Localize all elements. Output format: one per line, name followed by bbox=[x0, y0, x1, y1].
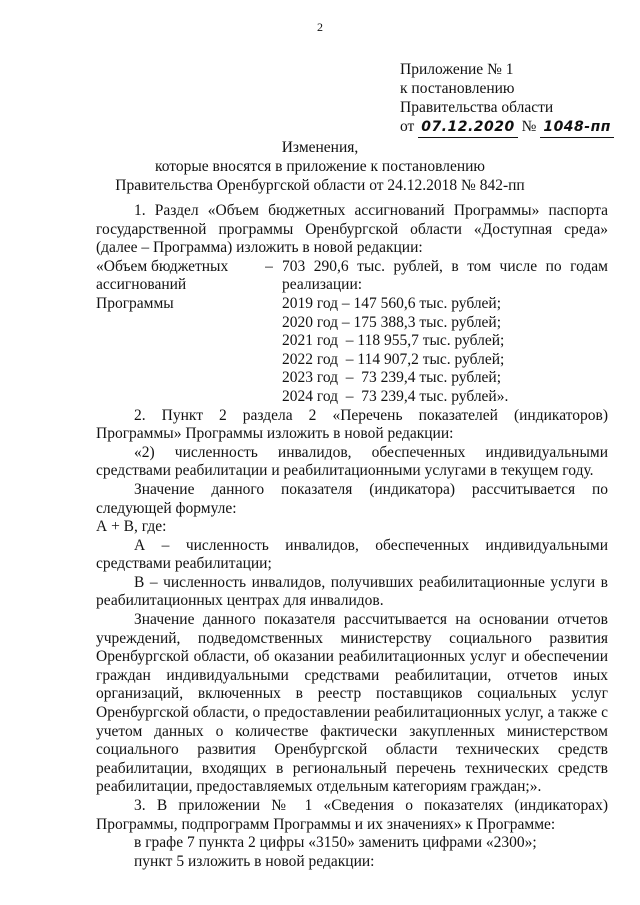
budget-year-2023: 2023 год – 73 239,4 тыс. рублей; bbox=[282, 369, 502, 387]
appendix-line-3: Правительства области bbox=[400, 99, 554, 116]
section-1-intro: 1. Раздел «Объем бюджетных ассигнований Программы» паспорта государственной программы Оренбургской области «Доступная среда» (далее – Программа) изложить в новой редакции: bbox=[96, 202, 608, 257]
definition-b: В – численность инвалидов, получивших реабилитационные услуги в реабилитационных центрах для инвалидов. bbox=[96, 573, 608, 610]
title-line-1: Изменения, bbox=[281, 139, 359, 156]
section-3-intro: 3. В приложении № 1 «Сведения о показателях (индикаторах) Программы, подпрограмм Программы и их значениях» к Программе: bbox=[96, 797, 608, 833]
budget-year-2021: 2021 год – 118 955,7 тыс. рублей; bbox=[282, 332, 505, 350]
appendix-line-1: Приложение № 1 bbox=[400, 61, 514, 78]
section-2-basis: Значение данного показателя рассчитывается на основании отчетов учреждений, подведомственных министерству социального развития Оренбургской области, об оказании реабилитационных услуг и обеспечении граждан индивидуальными средствами реабилитации, отчетов иных организаций, включенных в реестр поставщиков социальных услуг Оренбургской области, о предоставлении реабилитационных услуг, а также с учетом данных о количестве фактически закупленных министерством социального развития Оренбургской области технических средств реабилитации, входящих в региональный перечень технических средств реабилитации, предоставляемых отдельным категориям граждан;». bbox=[96, 611, 608, 796]
section-2-quote: «2) численность инвалидов, обеспеченных индивидуальными средствами реабилитации и реабилитационными услугами в текущем году. bbox=[96, 443, 608, 480]
section-2-intro: 2. Пункт 2 раздела 2 «Перечень показателей (индикаторов) Программы» Программы изложить в новой редакции: bbox=[96, 406, 608, 443]
title-line-3: Правительства Оренбургской области от 24.12.2018 № 842-пп bbox=[115, 177, 525, 194]
formula: А + В, где: bbox=[96, 518, 167, 536]
budget-dash: – bbox=[265, 257, 273, 275]
date-prefix: от bbox=[400, 118, 415, 135]
budget-label: «Объем бюджетных ассигнований Программы bbox=[96, 257, 229, 312]
budget-year-2020: 2020 год – 175 388,3 тыс. рублей; bbox=[282, 313, 502, 331]
handwritten-date: 07.12.2020 bbox=[418, 118, 518, 138]
page-number: 2 bbox=[317, 20, 323, 34]
appendix-line-2: к постановлению bbox=[400, 80, 515, 97]
document-title bbox=[0, 138, 640, 195]
budget-year-2022: 2022 год – 114 907,2 тыс. рублей; bbox=[282, 350, 505, 368]
section-3-item-2: пункт 5 изложить в новой редакции: bbox=[134, 852, 375, 870]
budget-year-2024: 2024 год – 73 239,4 тыс. рублей». bbox=[282, 387, 509, 405]
appendix-date-line bbox=[400, 117, 614, 138]
budget-total: 703 290,6 тыс. рублей, в том числе по годам реализации: bbox=[282, 257, 608, 294]
section-3-item-1: в графе 7 пункта 2 цифры «3150» заменить цифрами «2300»; bbox=[134, 834, 537, 852]
budget-values bbox=[282, 258, 608, 407]
document-body bbox=[96, 202, 608, 871]
number-sign: № bbox=[521, 118, 537, 135]
title-line-2: которые вносятся в приложение к постановлению bbox=[155, 158, 485, 175]
budget-table bbox=[96, 258, 608, 407]
appendix-block bbox=[400, 60, 614, 138]
handwritten-number: 1048-пп bbox=[540, 118, 614, 138]
budget-year-2019: 2019 год – 147 560,6 тыс. рублей; bbox=[282, 294, 502, 312]
section-2-formula-intro: Значение данного показателя (индикатора) рассчитывается по следующей формуле: bbox=[96, 480, 608, 517]
definition-a: А – численность инвалидов, обеспеченных индивидуальными средствами реабилитации; bbox=[96, 536, 608, 573]
